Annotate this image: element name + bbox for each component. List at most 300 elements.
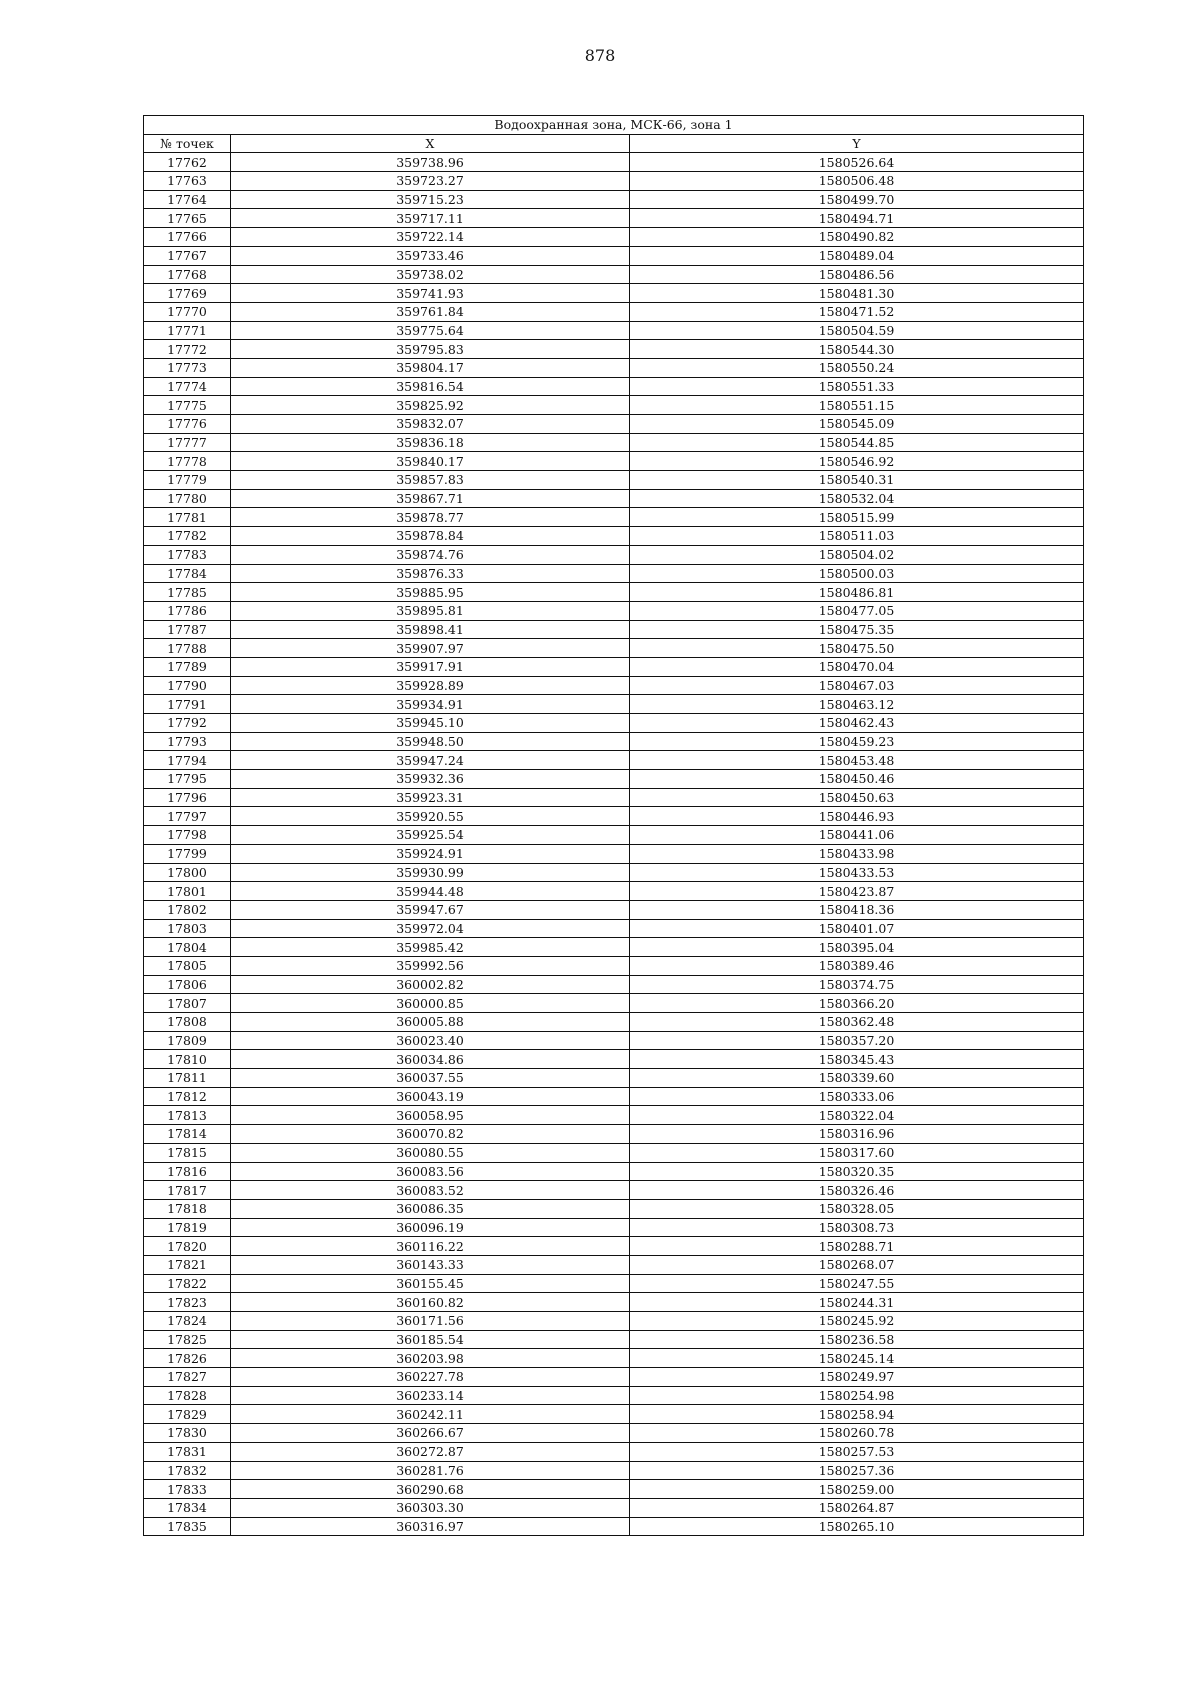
cell-y: 1580471.52 <box>630 302 1084 321</box>
page-number: 878 <box>584 46 616 65</box>
cell-point-number: 17794 <box>144 751 231 770</box>
cell-y: 1580463.12 <box>630 695 1084 714</box>
cell-y: 1580316.96 <box>630 1125 1084 1144</box>
cell-y: 1580322.04 <box>630 1106 1084 1125</box>
cell-x: 359948.50 <box>231 732 630 751</box>
cell-x: 359775.64 <box>231 321 630 340</box>
cell-point-number: 17774 <box>144 377 231 396</box>
table-row <box>144 994 1084 1013</box>
table-row <box>144 358 1084 377</box>
cell-x: 360083.56 <box>231 1162 630 1181</box>
cell-y: 1580423.87 <box>630 882 1084 901</box>
cell-y: 1580395.04 <box>630 938 1084 957</box>
table-row <box>144 415 1084 434</box>
cell-x: 359924.91 <box>231 844 630 863</box>
cell-y: 1580462.43 <box>630 714 1084 733</box>
cell-x: 359885.95 <box>231 583 630 602</box>
cell-y: 1580265.10 <box>630 1517 1084 1536</box>
cell-x: 359928.89 <box>231 676 630 695</box>
cell-y: 1580362.48 <box>630 1013 1084 1032</box>
table-row <box>144 676 1084 695</box>
cell-point-number: 17766 <box>144 228 231 247</box>
table-row <box>144 938 1084 957</box>
table-row <box>144 1031 1084 1050</box>
cell-y: 1580540.31 <box>630 471 1084 490</box>
table-row <box>144 639 1084 658</box>
cell-x: 360023.40 <box>231 1031 630 1050</box>
cell-y: 1580258.94 <box>630 1405 1084 1424</box>
cell-x: 359930.99 <box>231 863 630 882</box>
table-row <box>144 919 1084 938</box>
cell-point-number: 17829 <box>144 1405 231 1424</box>
cell-point-number: 17782 <box>144 527 231 546</box>
cell-y: 1580328.05 <box>630 1199 1084 1218</box>
table-row <box>144 377 1084 396</box>
cell-x: 359738.96 <box>231 153 630 172</box>
cell-point-number: 17830 <box>144 1424 231 1443</box>
cell-x: 359923.31 <box>231 788 630 807</box>
table-row <box>144 1069 1084 1088</box>
cell-y: 1580245.14 <box>630 1349 1084 1368</box>
cell-x: 360034.86 <box>231 1050 630 1069</box>
table-row <box>144 882 1084 901</box>
cell-point-number: 17822 <box>144 1274 231 1293</box>
cell-point-number: 17768 <box>144 265 231 284</box>
table-row <box>144 1312 1084 1331</box>
cell-point-number: 17815 <box>144 1143 231 1162</box>
table-row <box>144 975 1084 994</box>
table-row <box>144 826 1084 845</box>
cell-y: 1580459.23 <box>630 732 1084 751</box>
cell-x: 359992.56 <box>231 956 630 975</box>
table-row <box>144 209 1084 228</box>
cell-x: 360160.82 <box>231 1293 630 1312</box>
table-row <box>144 1424 1084 1443</box>
table-row <box>144 695 1084 714</box>
table-row <box>144 1013 1084 1032</box>
cell-y: 1580257.36 <box>630 1461 1084 1480</box>
cell-point-number: 17835 <box>144 1517 231 1536</box>
cell-y: 1580477.05 <box>630 601 1084 620</box>
table-row <box>144 1162 1084 1181</box>
cell-y: 1580467.03 <box>630 676 1084 695</box>
cell-point-number: 17791 <box>144 695 231 714</box>
cell-point-number: 17789 <box>144 657 231 676</box>
cell-y: 1580499.70 <box>630 190 1084 209</box>
cell-x: 360096.19 <box>231 1218 630 1237</box>
cell-x: 359804.17 <box>231 358 630 377</box>
table-row <box>144 321 1084 340</box>
cell-y: 1580446.93 <box>630 807 1084 826</box>
cell-point-number: 17784 <box>144 564 231 583</box>
cell-point-number: 17772 <box>144 340 231 359</box>
cell-x: 359895.81 <box>231 601 630 620</box>
cell-point-number: 17833 <box>144 1480 231 1499</box>
cell-x: 360002.82 <box>231 975 630 994</box>
table-row <box>144 657 1084 676</box>
cell-point-number: 17763 <box>144 172 231 191</box>
cell-x: 359836.18 <box>231 433 630 452</box>
cell-y: 1580475.50 <box>630 639 1084 658</box>
cell-x: 360303.30 <box>231 1498 630 1517</box>
cell-x: 359907.97 <box>231 639 630 658</box>
cell-x: 360242.11 <box>231 1405 630 1424</box>
cell-x: 359825.92 <box>231 396 630 415</box>
cell-point-number: 17818 <box>144 1199 231 1218</box>
cell-x: 360171.56 <box>231 1312 630 1331</box>
cell-y: 1580504.59 <box>630 321 1084 340</box>
table-row <box>144 1087 1084 1106</box>
table-row <box>144 471 1084 490</box>
table-row <box>144 1199 1084 1218</box>
cell-y: 1580490.82 <box>630 228 1084 247</box>
cell-point-number: 17770 <box>144 302 231 321</box>
table-row <box>144 246 1084 265</box>
cell-x: 360043.19 <box>231 1087 630 1106</box>
cell-x: 359738.02 <box>231 265 630 284</box>
table-row <box>144 228 1084 247</box>
table-row <box>144 1386 1084 1405</box>
cell-y: 1580532.04 <box>630 489 1084 508</box>
cell-x: 359733.46 <box>231 246 630 265</box>
cell-point-number: 17804 <box>144 938 231 957</box>
table-row <box>144 545 1084 564</box>
cell-point-number: 17790 <box>144 676 231 695</box>
table-row <box>144 583 1084 602</box>
cell-y: 1580345.43 <box>630 1050 1084 1069</box>
cell-y: 1580259.00 <box>630 1480 1084 1499</box>
cell-x: 359932.36 <box>231 770 630 789</box>
cell-x: 360185.54 <box>231 1330 630 1349</box>
cell-point-number: 17795 <box>144 770 231 789</box>
cell-point-number: 17771 <box>144 321 231 340</box>
cell-x: 359867.71 <box>231 489 630 508</box>
cell-x: 359876.33 <box>231 564 630 583</box>
cell-point-number: 17762 <box>144 153 231 172</box>
cell-point-number: 17814 <box>144 1125 231 1144</box>
table-row <box>144 508 1084 527</box>
cell-x: 359857.83 <box>231 471 630 490</box>
cell-point-number: 17805 <box>144 956 231 975</box>
header-point-number: № точек <box>144 134 231 153</box>
cell-point-number: 17826 <box>144 1349 231 1368</box>
cell-x: 359741.93 <box>231 284 630 303</box>
cell-y: 1580551.33 <box>630 377 1084 396</box>
cell-y: 1580245.92 <box>630 1312 1084 1331</box>
header-y: Y <box>630 134 1084 153</box>
cell-point-number: 17812 <box>144 1087 231 1106</box>
table-row <box>144 1442 1084 1461</box>
table-row <box>144 1498 1084 1517</box>
table-row <box>144 1274 1084 1293</box>
cell-x: 359925.54 <box>231 826 630 845</box>
cell-point-number: 17783 <box>144 545 231 564</box>
cell-point-number: 17802 <box>144 900 231 919</box>
cell-x: 359816.54 <box>231 377 630 396</box>
cell-x: 360000.85 <box>231 994 630 1013</box>
cell-x: 359947.24 <box>231 751 630 770</box>
cell-x: 360272.87 <box>231 1442 630 1461</box>
cell-y: 1580481.30 <box>630 284 1084 303</box>
table-row <box>144 284 1084 303</box>
cell-point-number: 17808 <box>144 1013 231 1032</box>
cell-y: 1580418.36 <box>630 900 1084 919</box>
table-row <box>144 172 1084 191</box>
cell-point-number: 17824 <box>144 1312 231 1331</box>
cell-point-number: 17827 <box>144 1368 231 1387</box>
cell-y: 1580308.73 <box>630 1218 1084 1237</box>
cell-y: 1580450.46 <box>630 770 1084 789</box>
cell-y: 1580453.48 <box>630 751 1084 770</box>
table-row <box>144 751 1084 770</box>
cell-x: 359898.41 <box>231 620 630 639</box>
table-row <box>144 1405 1084 1424</box>
cell-point-number: 17797 <box>144 807 231 826</box>
table-row <box>144 1330 1084 1349</box>
table-row <box>144 1050 1084 1069</box>
cell-point-number: 17800 <box>144 863 231 882</box>
cell-point-number: 17778 <box>144 452 231 471</box>
cell-x: 359761.84 <box>231 302 630 321</box>
table-row <box>144 265 1084 284</box>
table-row <box>144 1517 1084 1536</box>
cell-y: 1580450.63 <box>630 788 1084 807</box>
cell-y: 1580254.98 <box>630 1386 1084 1405</box>
table-row <box>144 1143 1084 1162</box>
cell-y: 1580320.35 <box>630 1162 1084 1181</box>
cell-x: 359945.10 <box>231 714 630 733</box>
table-row <box>144 1255 1084 1274</box>
cell-x: 359985.42 <box>231 938 630 957</box>
cell-y: 1580257.53 <box>630 1442 1084 1461</box>
cell-x: 360155.45 <box>231 1274 630 1293</box>
coordinates-table <box>143 115 1084 1536</box>
cell-point-number: 17799 <box>144 844 231 863</box>
cell-y: 1580489.04 <box>630 246 1084 265</box>
cell-point-number: 17776 <box>144 415 231 434</box>
cell-point-number: 17819 <box>144 1218 231 1237</box>
cell-point-number: 17825 <box>144 1330 231 1349</box>
cell-x: 359874.76 <box>231 545 630 564</box>
cell-x: 360058.95 <box>231 1106 630 1125</box>
table-row <box>144 714 1084 733</box>
cell-y: 1580511.03 <box>630 527 1084 546</box>
cell-x: 359972.04 <box>231 919 630 938</box>
cell-point-number: 17773 <box>144 358 231 377</box>
table-row <box>144 190 1084 209</box>
table-row <box>144 620 1084 639</box>
table-row <box>144 153 1084 172</box>
cell-y: 1580526.64 <box>630 153 1084 172</box>
table-row <box>144 302 1084 321</box>
table-row <box>144 1181 1084 1200</box>
cell-x: 360227.78 <box>231 1368 630 1387</box>
cell-x: 360083.52 <box>231 1181 630 1200</box>
table-row <box>144 1237 1084 1256</box>
cell-point-number: 17792 <box>144 714 231 733</box>
cell-y: 1580550.24 <box>630 358 1084 377</box>
cell-x: 359715.23 <box>231 190 630 209</box>
cell-x: 359917.91 <box>231 657 630 676</box>
cell-y: 1580264.87 <box>630 1498 1084 1517</box>
table-row <box>144 527 1084 546</box>
table-row <box>144 489 1084 508</box>
cell-x: 360070.82 <box>231 1125 630 1144</box>
cell-x: 359717.11 <box>231 209 630 228</box>
cell-point-number: 17828 <box>144 1386 231 1405</box>
table-row <box>144 1125 1084 1144</box>
table-row <box>144 1461 1084 1480</box>
cell-x: 359934.91 <box>231 695 630 714</box>
cell-y: 1580441.06 <box>630 826 1084 845</box>
table-row <box>144 1368 1084 1387</box>
cell-point-number: 17810 <box>144 1050 231 1069</box>
table-title: Водоохранная зона, МСК-66, зона 1 <box>144 116 1084 135</box>
table-body <box>144 153 1084 1536</box>
cell-y: 1580357.20 <box>630 1031 1084 1050</box>
table-row <box>144 788 1084 807</box>
cell-y: 1580475.35 <box>630 620 1084 639</box>
cell-point-number: 17780 <box>144 489 231 508</box>
cell-point-number: 17809 <box>144 1031 231 1050</box>
cell-point-number: 17785 <box>144 583 231 602</box>
cell-x: 360316.97 <box>231 1517 630 1536</box>
cell-y: 1580546.92 <box>630 452 1084 471</box>
cell-y: 1580326.46 <box>630 1181 1084 1200</box>
cell-y: 1580249.97 <box>630 1368 1084 1387</box>
cell-x: 360037.55 <box>231 1069 630 1088</box>
cell-point-number: 17793 <box>144 732 231 751</box>
table-row <box>144 956 1084 975</box>
cell-point-number: 17765 <box>144 209 231 228</box>
cell-x: 360290.68 <box>231 1480 630 1499</box>
table-row <box>144 844 1084 863</box>
header-x: X <box>231 134 630 153</box>
cell-x: 360080.55 <box>231 1143 630 1162</box>
cell-x: 360281.76 <box>231 1461 630 1480</box>
table-row <box>144 807 1084 826</box>
table-row <box>144 1218 1084 1237</box>
cell-point-number: 17806 <box>144 975 231 994</box>
cell-y: 1580333.06 <box>630 1087 1084 1106</box>
cell-point-number: 17767 <box>144 246 231 265</box>
cell-point-number: 17775 <box>144 396 231 415</box>
cell-point-number: 17769 <box>144 284 231 303</box>
cell-y: 1580260.78 <box>630 1424 1084 1443</box>
cell-y: 1580544.30 <box>630 340 1084 359</box>
cell-point-number: 17813 <box>144 1106 231 1125</box>
cell-y: 1580545.09 <box>630 415 1084 434</box>
cell-point-number: 17781 <box>144 508 231 527</box>
cell-x: 359832.07 <box>231 415 630 434</box>
cell-y: 1580500.03 <box>630 564 1084 583</box>
cell-x: 359840.17 <box>231 452 630 471</box>
table-row <box>144 1293 1084 1312</box>
cell-point-number: 17817 <box>144 1181 231 1200</box>
cell-point-number: 17779 <box>144 471 231 490</box>
cell-y: 1580374.75 <box>630 975 1084 994</box>
cell-y: 1580544.85 <box>630 433 1084 452</box>
table-row <box>144 452 1084 471</box>
cell-y: 1580486.81 <box>630 583 1084 602</box>
cell-y: 1580470.04 <box>630 657 1084 676</box>
table-row <box>144 1106 1084 1125</box>
cell-x: 359723.27 <box>231 172 630 191</box>
table-row <box>144 1480 1084 1499</box>
cell-x: 360266.67 <box>231 1424 630 1443</box>
cell-y: 1580504.02 <box>630 545 1084 564</box>
table-row <box>144 340 1084 359</box>
cell-y: 1580389.46 <box>630 956 1084 975</box>
cell-x: 359878.84 <box>231 527 630 546</box>
cell-x: 360086.35 <box>231 1199 630 1218</box>
cell-point-number: 17798 <box>144 826 231 845</box>
cell-y: 1580268.07 <box>630 1255 1084 1274</box>
cell-point-number: 17764 <box>144 190 231 209</box>
table-row <box>144 601 1084 620</box>
cell-y: 1580288.71 <box>630 1237 1084 1256</box>
table-row <box>144 770 1084 789</box>
cell-x: 359947.67 <box>231 900 630 919</box>
cell-point-number: 17803 <box>144 919 231 938</box>
cell-point-number: 17811 <box>144 1069 231 1088</box>
cell-x: 360203.98 <box>231 1349 630 1368</box>
cell-x: 359795.83 <box>231 340 630 359</box>
cell-point-number: 17823 <box>144 1293 231 1312</box>
table-row <box>144 732 1084 751</box>
cell-x: 359920.55 <box>231 807 630 826</box>
cell-point-number: 17821 <box>144 1255 231 1274</box>
cell-y: 1580433.53 <box>630 863 1084 882</box>
cell-point-number: 17820 <box>144 1237 231 1256</box>
cell-point-number: 17788 <box>144 639 231 658</box>
table-row <box>144 863 1084 882</box>
cell-y: 1580486.56 <box>630 265 1084 284</box>
cell-y: 1580506.48 <box>630 172 1084 191</box>
cell-y: 1580339.60 <box>630 1069 1084 1088</box>
cell-point-number: 17807 <box>144 994 231 1013</box>
cell-x: 360005.88 <box>231 1013 630 1032</box>
cell-point-number: 17816 <box>144 1162 231 1181</box>
cell-y: 1580236.58 <box>630 1330 1084 1349</box>
cell-point-number: 17786 <box>144 601 231 620</box>
cell-point-number: 17777 <box>144 433 231 452</box>
table-row <box>144 1349 1084 1368</box>
cell-y: 1580401.07 <box>630 919 1084 938</box>
cell-x: 359878.77 <box>231 508 630 527</box>
cell-x: 359944.48 <box>231 882 630 901</box>
cell-y: 1580317.60 <box>630 1143 1084 1162</box>
cell-point-number: 17801 <box>144 882 231 901</box>
cell-y: 1580494.71 <box>630 209 1084 228</box>
cell-y: 1580244.31 <box>630 1293 1084 1312</box>
cell-x: 360233.14 <box>231 1386 630 1405</box>
cell-point-number: 17832 <box>144 1461 231 1480</box>
cell-x: 360143.33 <box>231 1255 630 1274</box>
cell-y: 1580551.15 <box>630 396 1084 415</box>
cell-point-number: 17796 <box>144 788 231 807</box>
cell-y: 1580515.99 <box>630 508 1084 527</box>
table-row <box>144 564 1084 583</box>
table-row <box>144 396 1084 415</box>
table-row <box>144 900 1084 919</box>
cell-y: 1580366.20 <box>630 994 1084 1013</box>
cell-y: 1580247.55 <box>630 1274 1084 1293</box>
cell-point-number: 17787 <box>144 620 231 639</box>
cell-x: 359722.14 <box>231 228 630 247</box>
cell-point-number: 17834 <box>144 1498 231 1517</box>
cell-point-number: 17831 <box>144 1442 231 1461</box>
